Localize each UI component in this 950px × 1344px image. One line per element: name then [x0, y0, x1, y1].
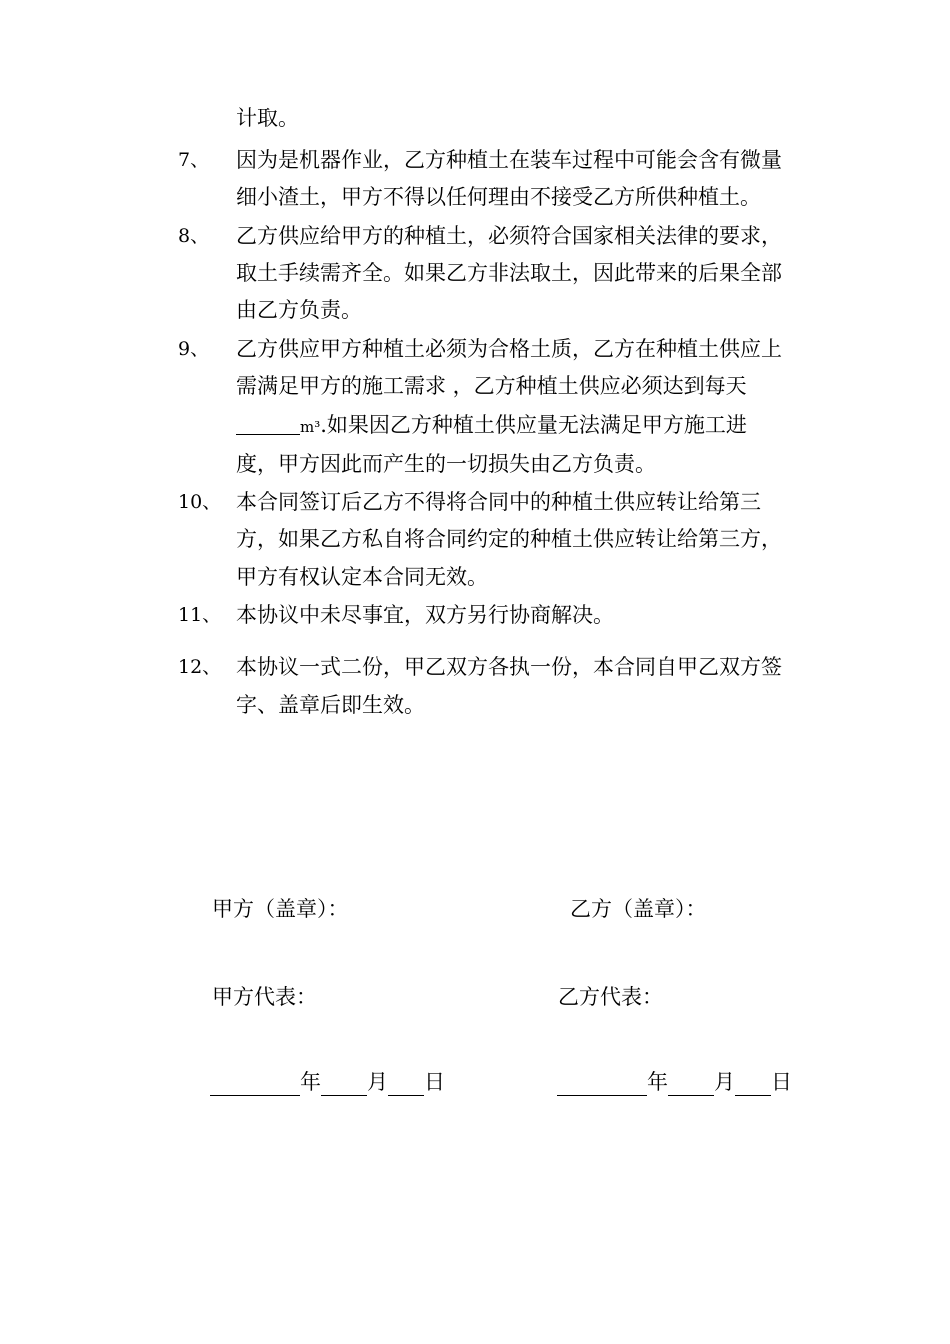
clause-10-line-1: 本合同签订后乙方不得将合同中的种植土供应转让给第三: [236, 490, 761, 514]
clause-10-line-3: 甲方有权认定本合同无效。: [236, 565, 488, 589]
day-label: 日: [424, 1070, 445, 1094]
party-a-date-line: [210, 1068, 445, 1096]
cubic-meter-unit: m³: [300, 418, 321, 436]
party-b-day-blank[interactable]: [735, 1069, 771, 1096]
clause-12-line-1: 本协议一式二份，甲乙双方各执一份，本合同自甲乙双方签: [236, 655, 782, 679]
party-a-year-blank[interactable]: [210, 1069, 300, 1096]
year-label: 年: [647, 1070, 668, 1094]
clause-6-tail: 计取。: [236, 106, 299, 130]
party-a-seal-label: 甲方（盖章）：: [212, 897, 349, 921]
clause-7-line-1: 因为是机器作业，乙方种植土在装车过程中可能会含有微量: [236, 148, 782, 172]
party-b-representative-label: 乙方代表：: [558, 985, 663, 1009]
month-label: 月: [714, 1070, 735, 1094]
clause-12-number: 12、: [178, 656, 222, 678]
daily-quantity-blank[interactable]: [236, 412, 300, 435]
clause-9-line-3: [236, 411, 747, 441]
clause-9-line-2: 需满足甲方的施工需求 ，乙方种植土供应必须达到每天: [236, 374, 747, 398]
month-label: 月: [367, 1070, 388, 1094]
clause-8-line-2: 取土手续需齐全。如果乙方非法取土，因此带来的后果全部: [236, 261, 782, 285]
party-a-month-blank[interactable]: [321, 1069, 367, 1096]
clause-10-number: 10、: [178, 491, 222, 513]
party-b-month-blank[interactable]: [668, 1069, 714, 1096]
party-b-seal-label: 乙方（盖章）：: [570, 897, 707, 921]
clause-9-line-4: 度，甲方因此而产生的一切损失由乙方负责。: [236, 452, 656, 476]
clause-7-number: 7、: [178, 149, 210, 171]
party-b-date-line: [557, 1068, 792, 1096]
clause-7-line-2: 细小渣土，甲方不得以任何理由不接受乙方所供种植土。: [236, 185, 761, 209]
clause-8-line-3: 由乙方负责。: [236, 298, 362, 322]
clause-11-line-1: 本协议中未尽事宜，双方另行协商解决。: [236, 603, 614, 627]
clause-10-line-2: 方，如果乙方私自将合同约定的种植土供应转让给第三方，: [236, 527, 782, 551]
clause-11-number: 11、: [178, 604, 222, 626]
clause-9-line-1: 乙方供应甲方种植土必须为合格土质，乙方在种植土供应上: [236, 337, 782, 361]
party-a-representative-label: 甲方代表：: [212, 985, 317, 1009]
party-b-year-blank[interactable]: [557, 1069, 647, 1096]
year-label: 年: [300, 1070, 321, 1094]
clause-9-number: 9、: [178, 338, 210, 360]
day-label: 日: [771, 1070, 792, 1094]
party-a-day-blank[interactable]: [388, 1069, 424, 1096]
clause-8-number: 8、: [178, 225, 210, 247]
clause-8-line-1: 乙方供应给甲方的种植土，必须符合国家相关法律的要求，: [236, 224, 782, 248]
clause-9-line-3-text: .如果因乙方种植土供应量无法满足甲方施工进: [320, 413, 747, 437]
clause-12-line-2: 字、盖章后即生效。: [236, 693, 425, 717]
